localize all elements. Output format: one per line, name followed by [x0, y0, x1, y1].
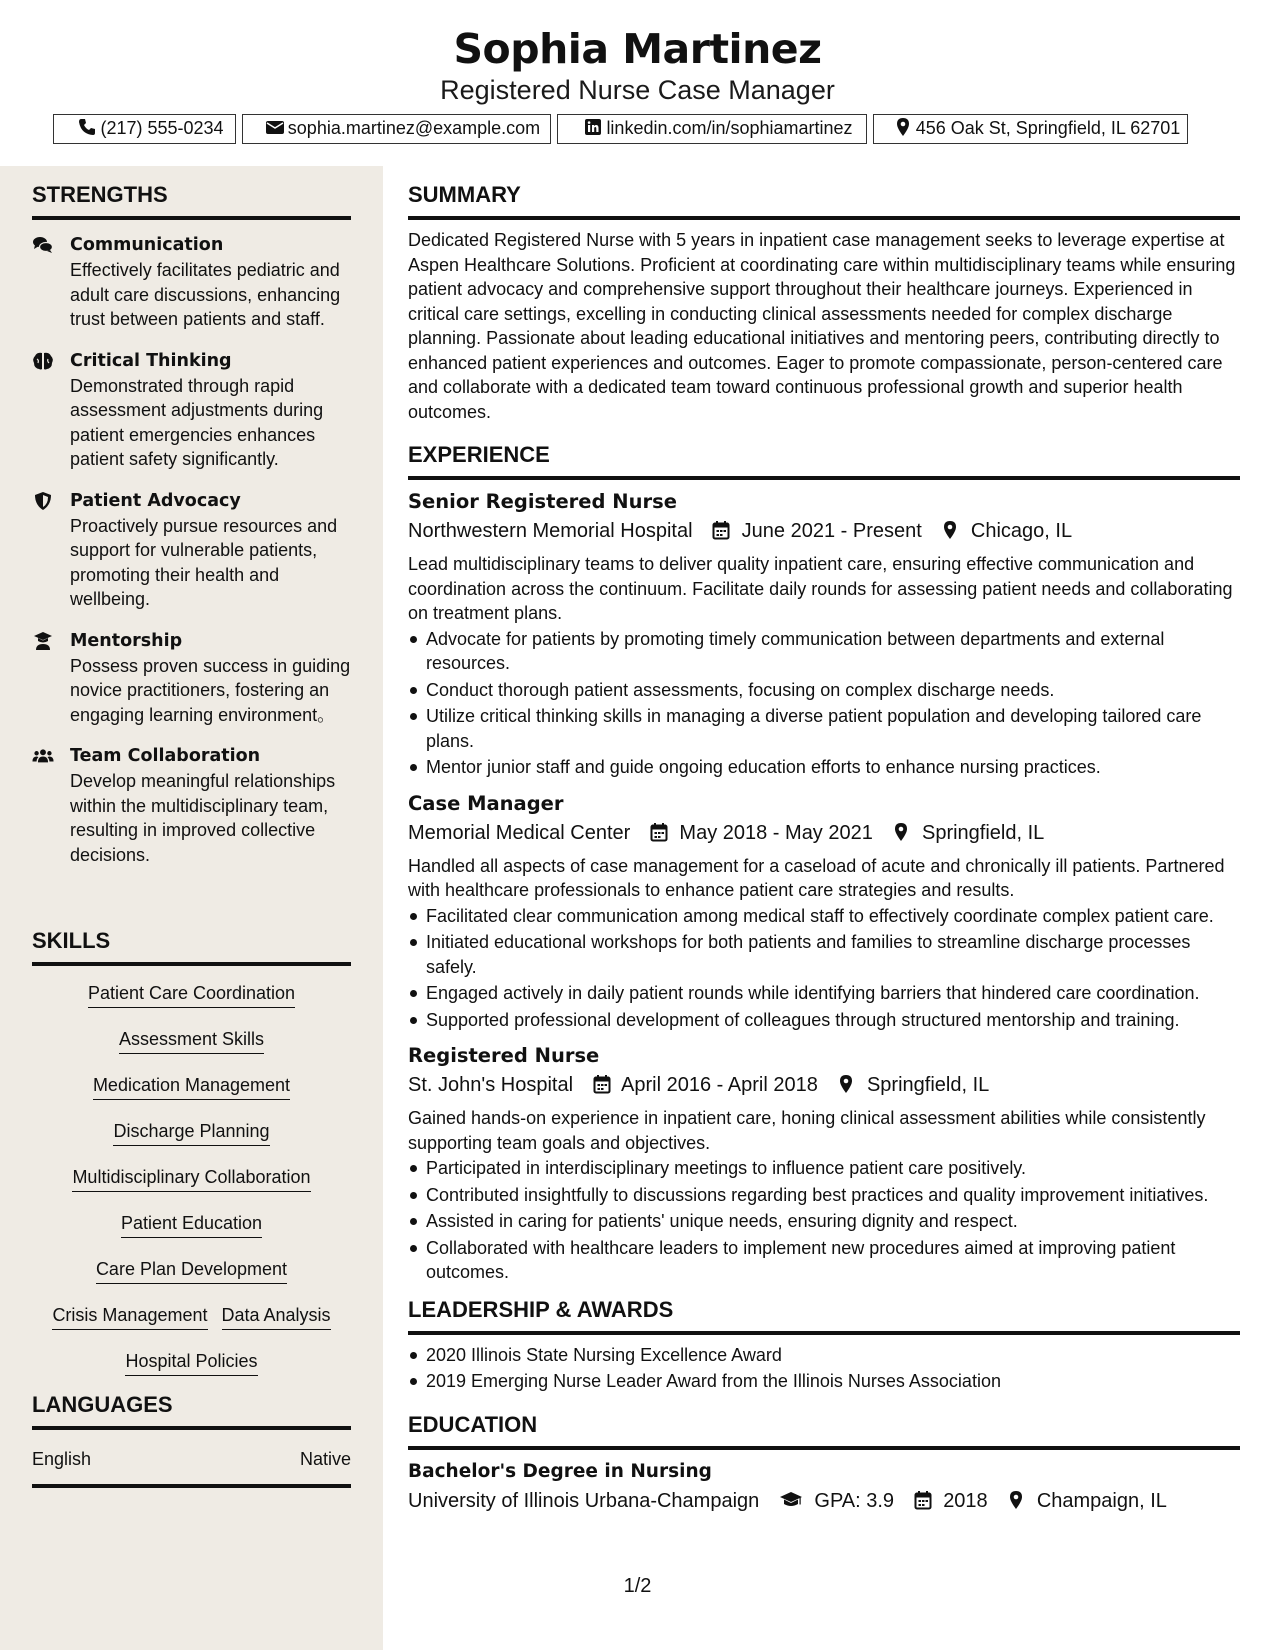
- candidate-title: Registered Nurse Case Manager: [440, 75, 835, 105]
- job-entry: [408, 790, 1240, 1033]
- education-section: [408, 1410, 1240, 1516]
- calendar-icon: [650, 822, 668, 842]
- job-location: Chicago, IL: [970, 520, 1073, 542]
- leadership-title: LEADERSHIP & AWARDS: [408, 1295, 1240, 1335]
- job-dates: June 2021 - Present: [741, 520, 922, 542]
- skill-tag: Crisis Management: [52, 1302, 207, 1330]
- map-pin-icon: [837, 1074, 855, 1094]
- strengths-section: [32, 180, 351, 883]
- job-title: Senior Registered Nurse: [408, 490, 677, 513]
- school-name: University of Illinois Urbana-Champaign: [408, 1489, 760, 1512]
- main-content: [408, 180, 1240, 1522]
- strength-item: [32, 743, 351, 867]
- brain-icon: [32, 351, 54, 371]
- job-description: Gained hands-on experience in inpatient care, honing clinical assessment abilities while consistently supporting team goals and objectives.: [408, 1108, 1206, 1153]
- education-title: EDUCATION: [408, 1410, 1240, 1450]
- calendar-icon: [593, 1074, 611, 1094]
- language-level: Native: [299, 1449, 351, 1469]
- job-bullet: Contributed insightfully to discussions regarding best practices and quality improvement initiatives.: [408, 1183, 1240, 1208]
- job-description: Lead multidisciplinary teams to deliver quality inpatient care, ensuring effective communication and coordination across the continuum. Facilitate daily rounds for assessing patient needs and collaborating on treatment plans.: [408, 554, 1233, 623]
- experience-section: [408, 440, 1240, 1285]
- skill-tag: Multidisciplinary Collaboration: [72, 1164, 310, 1192]
- job-title: Case Manager: [408, 791, 564, 815]
- skill-tag: Discharge Planning: [113, 1118, 269, 1146]
- strength-description: Possess proven success in guiding novice practitioners, fostering an engaging learning environment。: [70, 655, 351, 725]
- shield-icon: [32, 491, 54, 511]
- job-bullet: Engaged actively in daily patient rounds while identifying barriers that hindered care coordination.: [408, 981, 1240, 1006]
- job-entry: [408, 1042, 1240, 1285]
- job-bullet: Initiated educational workshops for both patients and families to streamline discharge processes safely.: [408, 930, 1240, 979]
- page-number: 1/2: [623, 1575, 652, 1597]
- contact-address[interactable]: [873, 114, 1188, 144]
- skills-list: [32, 966, 351, 1394]
- skill-tag: Assessment Skills: [119, 1026, 264, 1054]
- job-dates: May 2018 - May 2021: [679, 821, 873, 844]
- job-meta: [408, 516, 1240, 546]
- award-item: 2020 Illinois State Nursing Excellence Award: [408, 1343, 1240, 1368]
- chat-bubbles-icon: [32, 235, 54, 255]
- education-meta: [408, 1486, 1240, 1516]
- strength-description: Effectively facilitates pediatric and adult care discussions, enhancing trust between patients and staff.: [70, 260, 341, 329]
- map-pin-icon: [893, 117, 913, 137]
- contact-phone[interactable]: [53, 114, 236, 144]
- job-company: Memorial Medical Center: [408, 821, 631, 844]
- calendar-icon: [914, 1490, 932, 1510]
- strength-name: Team Collaboration: [70, 746, 261, 766]
- contact-email-text: sophia.martinez@example.com: [287, 118, 541, 138]
- teacher-icon: [32, 631, 54, 651]
- job-meta: [408, 818, 1240, 848]
- skill-tag: Care Plan Development: [96, 1256, 287, 1284]
- strength-item: [32, 232, 351, 332]
- job-bullet: Conduct thorough patient assessments, focusing on complex discharge needs.: [408, 678, 1240, 703]
- skills-section: [32, 926, 351, 1394]
- candidate-name: Sophia Martinez: [453, 25, 822, 73]
- map-pin-icon: [1007, 1490, 1025, 1510]
- job-bullet: Utilize critical thinking skills in managing a diverse patient population and developing tailored care plans.: [408, 704, 1240, 753]
- leadership-section: [408, 1295, 1240, 1394]
- skill-tag: Data Analysis: [222, 1302, 331, 1330]
- strength-item: [32, 488, 351, 612]
- job-description: Handled all aspects of case management for a caseload of acute and chronically ill patients. Partnered with healthcare professionals to enhance patient care strategies and results.: [408, 855, 1225, 900]
- job-dates: April 2016 - April 2018: [621, 1074, 818, 1096]
- contact-linkedin-text: linkedin.com/in/sophiamartinez: [606, 118, 853, 138]
- job-bullet: Advocate for patients by promoting timely communication between departments and external resources.: [408, 627, 1240, 676]
- graduation-cap-icon: [779, 1490, 803, 1510]
- contact-linkedin[interactable]: [557, 114, 867, 144]
- job-meta: [408, 1070, 1240, 1100]
- experience-title: EXPERIENCE: [408, 440, 1240, 480]
- strength-name: Communication: [70, 235, 224, 255]
- strength-description: Demonstrated through rapid assessment adjustments during patient emergencies enhances patient safety significantly.: [70, 375, 324, 469]
- resume-header: [0, 0, 1275, 166]
- job-title: Registered Nurse: [408, 1044, 600, 1067]
- skill-tag: Medication Management: [93, 1072, 290, 1100]
- job-bullets: [408, 627, 1240, 780]
- linkedin-icon: [583, 117, 603, 137]
- strength-description: Develop meaningful relationships within the multidisciplinary team, resulting in improved collective decisions.: [70, 771, 336, 865]
- summary-text: Dedicated Registered Nurse with 5 years in inpatient case management seeks to leverage expertise at Aspen Healthcare Solutions. Proficient at coordinating care within multidisciplinary teams while ensuring patient advocacy and comprehensive support throughout their healthcare journeys. Experienced in critical care settings, excelling in conducting clinical assessments needed for complex discharge planning. Passionate about leading educational initiatives and mentoring peers, contributing directly to enhanced patient experiences and outcomes. Eager to promote compassionate, person-centered care and collaborate with a dedicated team toward continuous professional growth and superior health outcomes.: [408, 230, 1236, 422]
- summary-title: SUMMARY: [408, 180, 1240, 220]
- job-bullets: [408, 1156, 1240, 1285]
- languages-title: LANGUAGES: [32, 1390, 351, 1430]
- calendar-icon: [712, 520, 730, 540]
- job-bullets: [408, 904, 1240, 1033]
- education-location: Champaign, IL: [1036, 1489, 1167, 1512]
- map-pin-icon: [892, 822, 910, 842]
- job-location: Springfield, IL: [866, 1074, 990, 1096]
- people-group-icon: [32, 746, 54, 766]
- award-item: 2019 Emerging Nurse Leader Award from the Illinois Nurses Association: [408, 1369, 1240, 1394]
- job-bullet: Supported professional development of colleagues through structured mentorship and training.: [408, 1008, 1240, 1033]
- phone-icon: [77, 117, 97, 137]
- summary-section: [408, 180, 1240, 424]
- awards-list: [408, 1343, 1240, 1394]
- sidebar: [0, 166, 383, 1650]
- job-entry: [408, 488, 1240, 780]
- strengths-title: STRENGTHS: [32, 180, 351, 220]
- strength-name: Mentorship: [70, 630, 183, 651]
- contact-email[interactable]: [242, 114, 551, 144]
- job-company: Northwestern Memorial Hospital: [408, 520, 693, 542]
- language-name: English: [32, 1449, 92, 1469]
- degree-name: Bachelor's Degree in Nursing: [408, 1460, 712, 1482]
- map-pin-icon: [941, 520, 959, 540]
- skill-tag: Patient Education: [121, 1210, 262, 1238]
- job-bullet: Participated in interdisciplinary meetings to influence patient care positively.: [408, 1156, 1240, 1181]
- language-row: [32, 1430, 351, 1488]
- skill-tag: Patient Care Coordination: [88, 980, 295, 1008]
- strength-item: [32, 348, 351, 472]
- job-location: Springfield, IL: [921, 821, 1045, 844]
- strength-name: Critical Thinking: [70, 350, 232, 371]
- skills-title: SKILLS: [32, 926, 351, 966]
- skill-tag: Hospital Policies: [125, 1348, 257, 1376]
- job-bullet: Facilitated clear communication among medical staff to effectively coordinate complex patient care.: [408, 904, 1240, 929]
- contact-address-text: 456 Oak St, Springfield, IL 62701: [915, 118, 1181, 138]
- job-company: St. John's Hospital: [408, 1074, 574, 1096]
- envelope-icon: [265, 117, 285, 137]
- contact-bar: [0, 114, 1275, 144]
- strength-description: Proactively pursue resources and support for vulnerable patients, promoting their health and wellbeing.: [70, 515, 338, 609]
- strength-item: [32, 628, 351, 728]
- job-bullet: Collaborated with healthcare leaders to implement new procedures aimed at improving patient outcomes.: [408, 1236, 1240, 1285]
- strength-name: Patient Advocacy: [70, 490, 241, 511]
- languages-section: [32, 1390, 351, 1488]
- job-bullet: Mentor junior staff and guide ongoing education efforts to enhance nursing practices.: [408, 755, 1240, 780]
- education-gpa: GPA: 3.9: [814, 1489, 895, 1512]
- contact-phone-text: (217) 555-0234: [100, 118, 224, 138]
- education-year: 2018: [943, 1489, 988, 1512]
- job-bullet: Assisted in caring for patients' unique needs, ensuring dignity and respect.: [408, 1209, 1240, 1234]
